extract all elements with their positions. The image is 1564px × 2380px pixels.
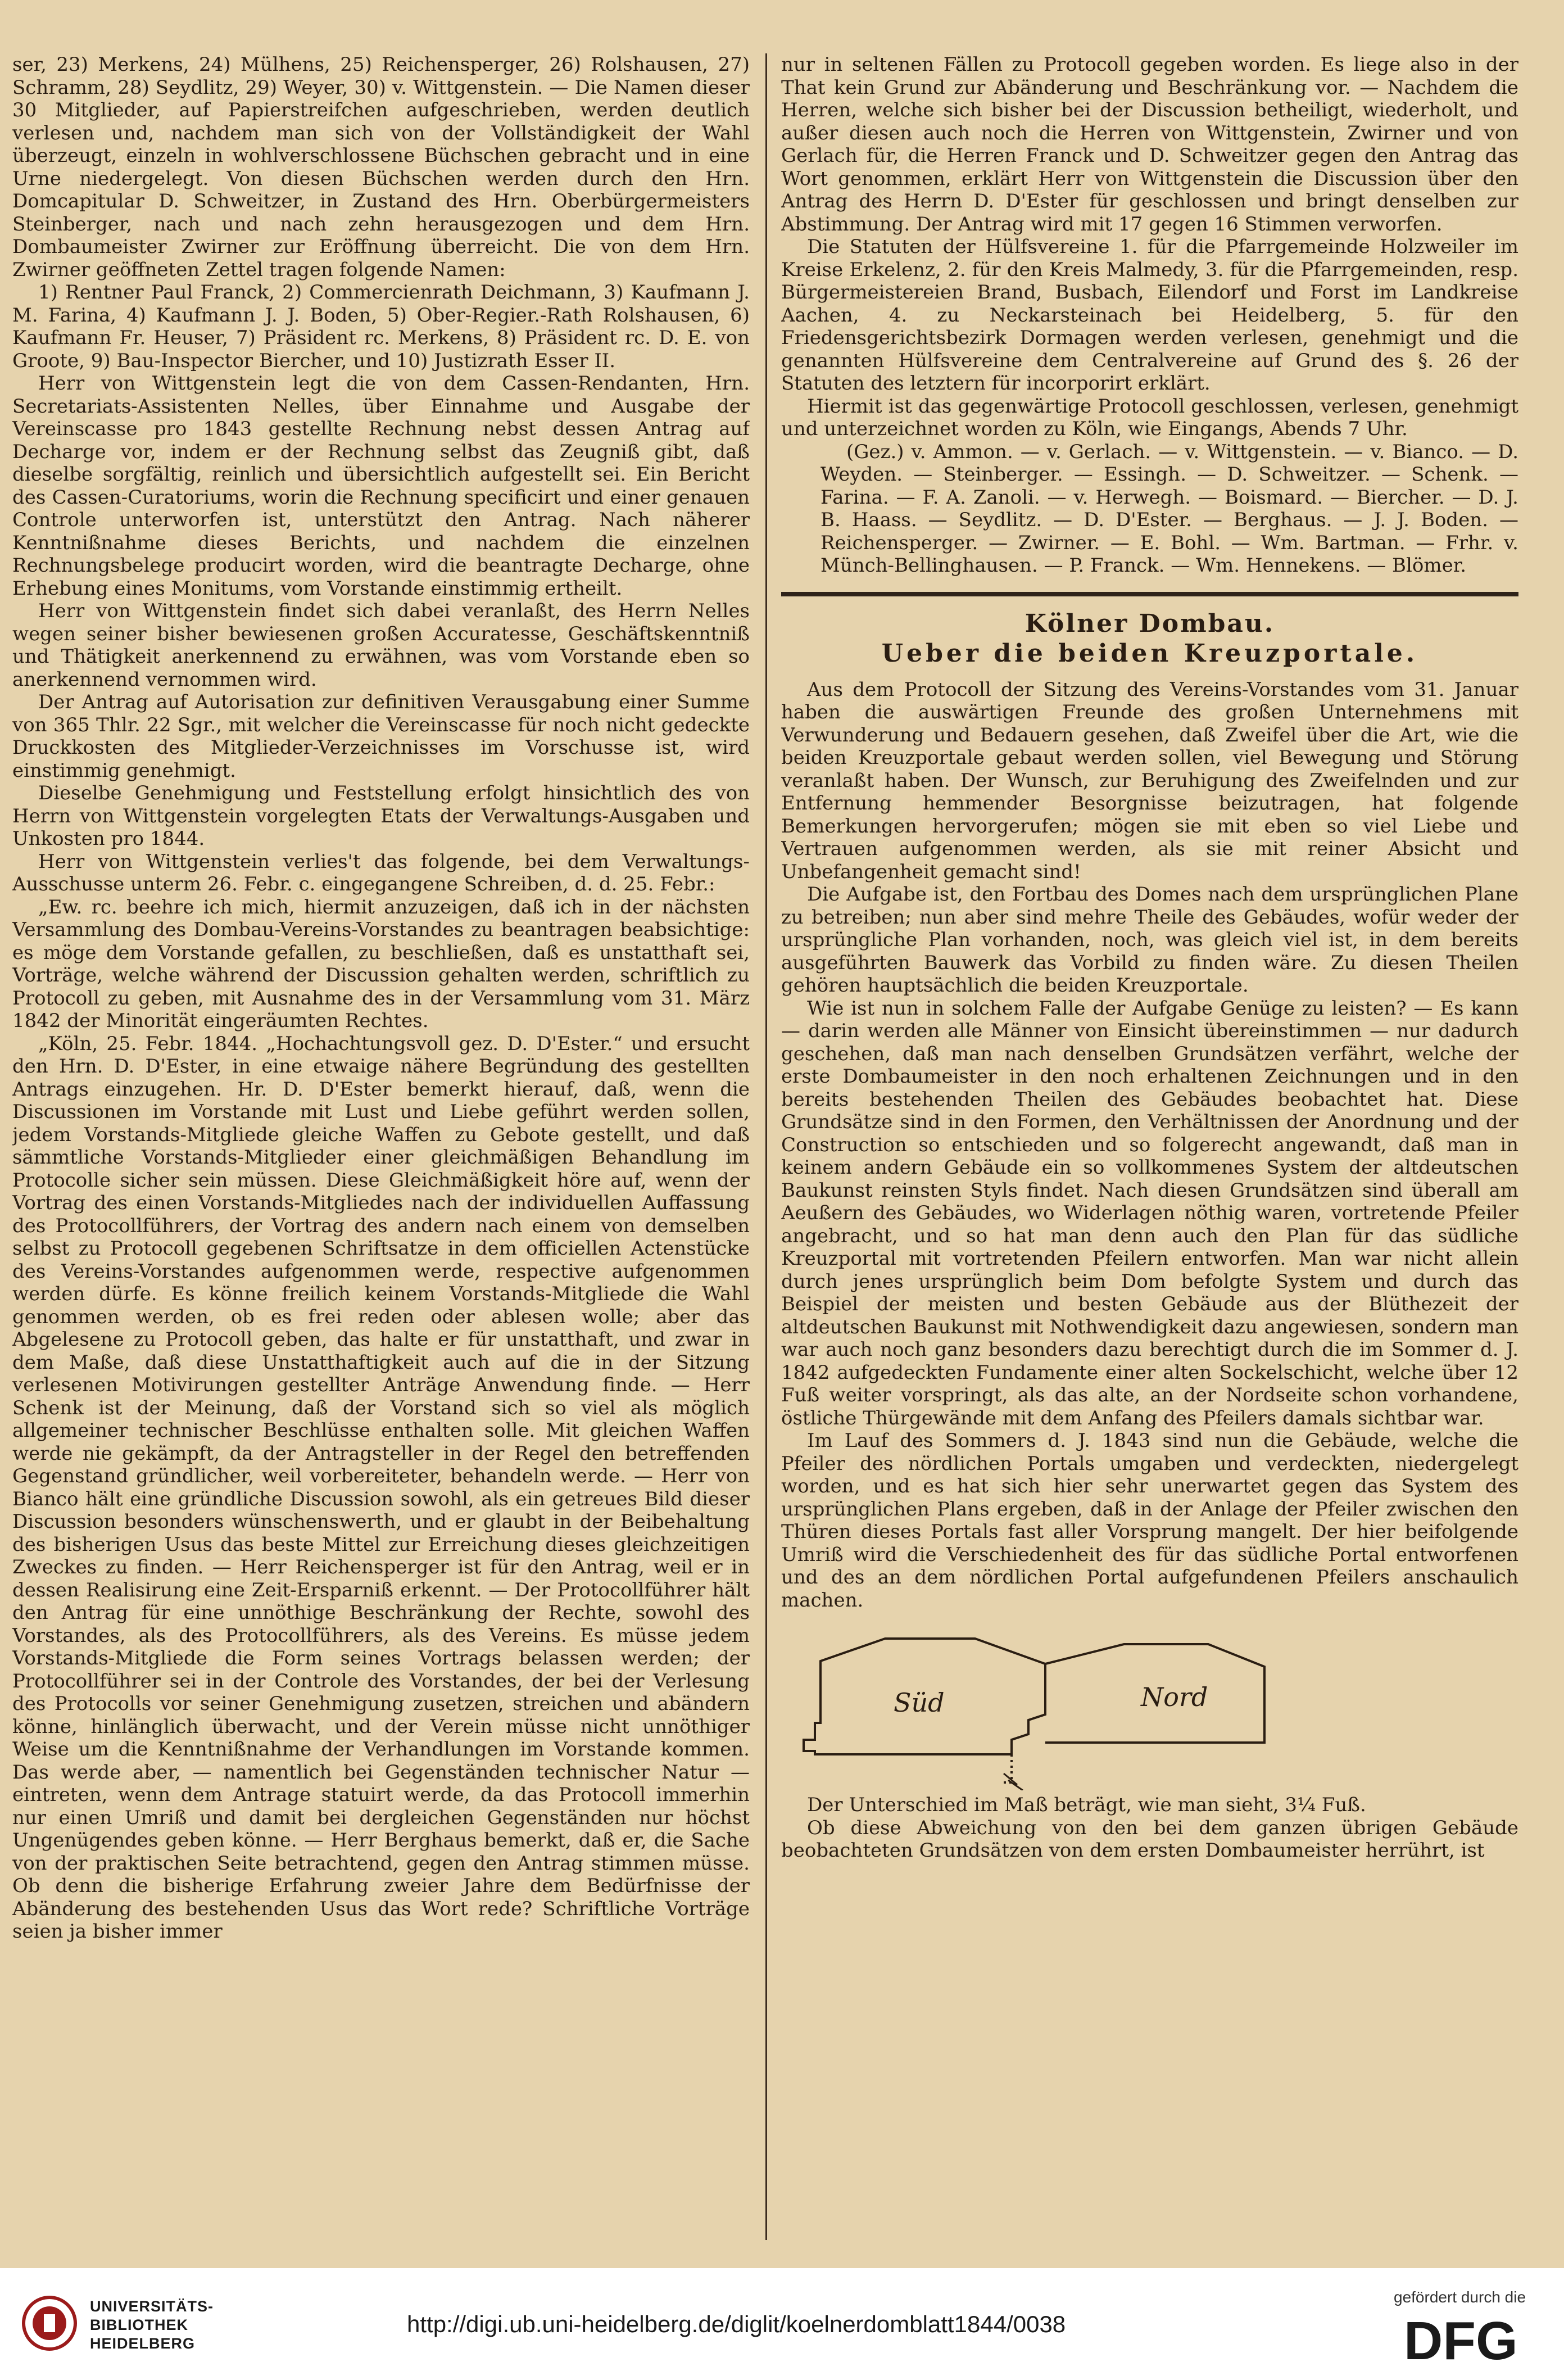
paragraph: Aus dem Protocoll der Sitzung des Vereins-Vorstandes vom 31. Januar haben die auswärtigen Freunde des großen Unternehmens mit Verwunderung und Bedauern gesehen, daß Zweifel über die Art, wie die beiden Kreuzportale gebaut werden sollen, viel Bewegung und Störung veranlaßt haben. Der Wunsch, zur Beruhigung des Zweifelnden und zur Entfernung hemmender Besorgnisse beizutragen, hat folgende Bemerkungen hervorgerufen; mögen sie mit eben so viel Liebe und Vertrauen aufgenommen werden, als sie mit reiner Absicht und Unbefangenheit gemacht sind! bbox=[781, 678, 1518, 883]
paragraph: ser, 23) Merkens, 24) Mülhens, 25) Reichensperger, 26) Rolshausen, 27) Schramm, 28) Seydlitz, 29) Weyer, 30) v. Wittgenstein. — Die Namen dieser 30 Mitglieder, auf Papierstreifchen aufgeschrieben, werden deutlich verlesen und, nachdem man sich von der Vollständigkeit der Wahl überzeugt, einzeln in wohlverschlossene Büchschen gebracht und in eine Urne niedergelegt. Von diesen Büchschen werden durch den Hrn. Domcapitular D. Schweitzer, in Zustand des Hrn. Oberbürgermeisters Steinberger, nach und nach zehn herausgezogen und dem Hrn. Dombaumeister Zwirner zur Eröffnung überreicht. Die von dem Hrn. Zwirner geöffneten Zettel tragen folgende Namen: bbox=[12, 53, 750, 281]
document-url-link[interactable]: http://digi.ub.uni-heidelberg.de/diglit/koelnerdomblatt1844/0038 bbox=[407, 2311, 1066, 2337]
viewer-footer bbox=[0, 2268, 1564, 2380]
dfg-logo-icon bbox=[1404, 2313, 1544, 2367]
paragraph: Wie ist nun in solchem Falle der Aufgabe Genüge zu leisten? — Es kann — darin werden alle Männer von Einsicht übereinstimmen — nur dadurch geschehen, daß man nach denselben Grundsätzen verfährt, welche der erste Dombaumeister in den noch erhaltenen Zeichnungen und in den bereits bestehenden Theilen des Gebäudes beobachtet hat. Diese Grundsätze sind in den Formen, den Verhältnissen der Anordnung und der Construction so entschieden und so folgerecht angewandt, daß man in keinem andern Gebäude ein so vollkommenes System der altdeutschen Baukunst reinsten Styls findet. Nach diesen Grundsätzen sind überall am Aeußern des Gebäudes, wo Widerlagen nöthig waren, vortretende Pfeiler angebracht, und so hat man denn auch den Plan für das südliche Kreuzportal mit vortretenden Pfeilern entworfen. Man war nicht allein durch jenes ursprünglich beim Dom befolgte System und durch das Beispiel der meisten und besten Gebäude aus der Blüthezeit der altdeutschen Baukunst mit Nothwendigkeit dazu angewiesen, sondern man war auch noch ganz besonders dazu berechtigt durch die im Sommer d. J. 1842 aufgedeckten Fundamente einer alten Sockelschicht, welche über 12 Fuß weiter vorspringt, als das alte, an der Nordseite schon vorhandene, östliche Thürgewände mit dem Anfang des Pfeilers damals sichtbar war. bbox=[781, 997, 1518, 1429]
left-text-column bbox=[12, 53, 750, 2234]
paragraph: nur in seltenen Fällen zu Protocoll gegeben worden. Es liege also in der That kein Grund zur Abänderung und Beschränkung vor. — Nachdem die Herren, welche sich bisher bei der Discussion betheiligt, wiederholt, und außer diesen auch noch die Herren von Wittgenstein, Zwirner und von Gerlach für, die Herren Franck und D. Schweitzer gegen den Antrag das Wort genommen, erklärt Herr von Wittgenstein die Discussion über den Antrag des Herrn D. D'Ester für geschlossen und bringt denselben zur Abstimmung. Der Antrag wird mit 17 gegen 16 Stimmen verworfen. bbox=[781, 53, 1518, 236]
diagram-label-south: Süd bbox=[894, 1687, 945, 1718]
paragraph: Im Lauf des Sommers d. J. 1843 sind nun die Gebäude, welche die Pfeiler des nördlichen Portals umgaben und verdeckten, niedergelegt worden, und es hat sich hier sehr unerwartet gegen das System des ursprünglichen Plans ergeben, daß in der Anlage der Pfeiler zwischen den Thüren dieses Portals fast aller Vorsprung mangelt. Der hier beifolgende Umriß wird die Verschiedenheit des für das südliche Portal entworfenen und des an dem nördlichen Portal aufgefundenen Pfeilers anschaulich machen. bbox=[781, 1429, 1518, 1612]
library-name bbox=[90, 2297, 214, 2353]
paragraph: Die Aufgabe ist, den Fortbau des Domes nach dem ursprünglichen Plane zu betreiben; nun aber sind mehre Theile des Gebäudes, wofür weder der ursprüngliche Plan vorhanden, noch, was gleich viel ist, in dem bereits ausgeführten Bauwerk das Vorbild zu finden wäre. Zu diesen Theilen gehören hauptsächlich die beiden Kreuzportale. bbox=[781, 883, 1518, 997]
portal-pier-diagram bbox=[781, 1622, 1518, 1790]
paragraph: „Köln, 25. Febr. 1844. „Hochachtungsvoll gez. D. D'Ester.“ und ersucht den Hrn. D. D'Ester, in eine etwaige nähere Begründung des gestellten Antrags einzugehen. Hr. D. D'Ester bemerkt hierauf, daß, wenn die Discussionen im Vorstande mit Lust und Liebe geführt werden sollen, jedem Vorstands-Mitgliede gleiche Waffen zu Gebote gestellt, und daß sämmtliche Vorstands-Mitglieder einer gleichmäßigen Behandlung im Protocolle sicher sein müssen. Diese Gleichmäßigkeit höre auf, wenn der Vortrag des einen Vorstands-Mitgliedes nach der individuellen Auffassung des Protocollführers, der Vortrag des andern nach einem von demselben selbst zu Protocoll gegebenen Schriftsatze in dem officiellen Actenstücke des Vereins-Vorstandes aufgenommen werde, respective aufgenommen werden dürfe. Es könne freilich keinem Vorstands-Mitgliede die Wahl genommen werden, ob es frei reden oder ablesen wolle; aber das Abgelesene zu Protocoll geben, das halte er für unstatthaft, und zwar in dem Maße, daß diese Unstatthaftigkeit auch auf die in der Sitzung verlesenen Motivirungen gestellter Anträge Anwendung finde. — Herr Schenk ist der Meinung, daß der Vorstand sich so viel als möglich allgemeiner technischer Beschlüsse enthalten solle. Mit gleichen Waffen werde nie gekämpft, da der Antragsteller in der Regel den betreffenden Gegenstand gründlicher, weil vorbereiteter, behandeln werde. — Herr von Bianco hält eine gründliche Discussion sowohl, als ein getreues Bild dieser Discussion besonders wünschenswerth, und er glaubt in der Beibehaltung des bisherigen Usus das beste Mittel zur Erreichung dieses gleichzeitigen Zweckes zu finden. — Herr Reichensperger ist für den Antrag, weil er in dessen Realisirung eine Zeit-Ersparniß erkennt. — Der Protocollführer hält den Antrag für eine unnöthige Beschränkung der Rechte, sowohl des Vorstandes, als des Protocollführers, als des Vereins. Es müsse jedem Vorstands-Mitgliede die Form seines Vortrags belassen werden; der Protocollführer sei in der Controle des Vorstandes, der bei der Verlesung des Protocolls vor seiner Genehmigung zusetzen, streichen und abändern könne, hinlänglich überwacht, und der Verein müsse nicht unnöthiger Weise um die Kenntnißnahme der Verhandlungen im Vorstande kommen. Das werde aber, — namentlich bei Gegenständen technischer Natur — eintreten, wenn dem Antrage statuirt werde, da das Protocoll immerhin nur einen Umriß und damit bei dergleichen Gegenständen nur höchst Ungenügendes geben könne. — Herr Berghaus bemerkt, daß er, die Sache von der praktischen Seite betrachtend, gegen den Antrag stimmen müsse. Ob denn die bisherige Erfahrung zweier Jahre dem Bedürfnisse der Abänderung des bestehenden Usus das Wort rede? Schriftliche Vorträge seien ja bisher immer bbox=[12, 1032, 750, 1943]
paragraph: Herr von Wittgenstein verlies't das folgende, bei dem Verwaltungs-Ausschusse unterm 26. Febr. c. eingegangene Schreiben, d. d. 25. Febr.: bbox=[12, 850, 750, 895]
section-title: Kölner Dombau. bbox=[1024, 609, 1275, 638]
section-subtitle: Ueber die beiden Kreuzportale. bbox=[881, 639, 1418, 668]
library-name-line: UNIVERSITÄTS- bbox=[90, 2298, 214, 2315]
paragraph: Ob diese Abweichung von den bei dem ganzen übrigen Gebäude beobachteten Grundsätzen von dem ersten Dombaumeister herrührt, ist bbox=[781, 1816, 1518, 1862]
paragraph: Die Statuten der Hülfsvereine 1. für die Pfarrgemeinde Holzweiler im Kreise Erkelenz, 2. für den Kreis Malmedy, 3. für die Pfarrgemeinden, resp. Bürgermeistereien Brand, Busbach, Eilendorf und Forst im Landkreise Aachen, 4. zu Neckarsteinach bei Heidelberg, 5. für den Friedensgerichtsbezirk Dormagen werden verlesen, genehmigt und die genannten Hülfsvereine dem Centralvereine auf Grund des §. 26 der Statuten des letztern für incorporirt erklärt. bbox=[781, 236, 1518, 395]
paragraph: Herr von Wittgenstein findet sich dabei veranlaßt, des Herrn Nelles wegen seiner bisher bewiesenen großen Accuratesse, Geschäftskenntniß und Thätigkeit anerkennend zu erwähnen, was vom Vorstande eben so anerkennend vernommen wird. bbox=[12, 600, 750, 691]
paragraph: Herr von Wittgenstein legt die von dem Cassen-Rendanten, Hrn. Secretariats-Assistenten Nelles, über Einnahme und Ausgabe der Vereinscasse pro 1843 gestellte Rechnung nebst dessen Antrag auf Decharge vor, indem er der Rechnung selbst das Zeugniß gibt, daß dieselbe sorgfältig, reinlich und übersichtlich aufgestellt sei. Ein Bericht des Cassen-Curatoriums, worin die Rechnung specificirt und einer genauen Controle unterworfen ist, unterstützt den Antrag. Nach näherer Kenntnißnahme dieses Berichts, und nachdem die einzelnen Rechnungsbelege producirt worden, wird die beantragte Decharge, ohne Erhebung eines Monitums, vom Vorstande einstimmig ertheilt. bbox=[12, 372, 750, 600]
signatures-list: (Gez.) v. Ammon. — v. Gerlach. — v. Wittgenstein. — v. Bianco. — D. Weyden. — Steinberger. — Essingh. — D. Schweitzer. — Schenk. — Farina. — F. A. Zanoli. — v. Herwegh. — Boismard. — Biercher. — D. J. B. Haass. — Seydlitz. — D. D'Ester. — Berghaus. — J. J. Boden. — Reichensperger. — Zwirner. — E. Bohl. — Wm. Bartman. — Frhr. v. Münch-Bellinghausen. — P. Franck. — Wm. Hennekens. — Blömer. bbox=[820, 440, 1518, 577]
diagram-label-north: Nord bbox=[1141, 1682, 1208, 1712]
pier-outline-figure bbox=[781, 1622, 1518, 1790]
funding-note: gefördert durch die bbox=[1394, 2288, 1526, 2306]
paragraph: Dieselbe Genehmigung und Feststellung erfolgt hinsichtlich des von Herrn von Wittgenstein vorgelegten Etats der Verwaltungs-Ausgaben und Unkosten pro 1844. bbox=[12, 782, 750, 850]
paragraph: Hiermit ist das gegenwärtige Protocoll geschlossen, verlesen, genehmigt und unterzeichnet worden zu Köln, wie Eingangs, Abends 7 Uhr. bbox=[781, 395, 1518, 440]
library-name-line: BIBLIOTHEK bbox=[90, 2316, 188, 2333]
university-seal-icon bbox=[21, 2292, 78, 2355]
paragraph: 1) Rentner Paul Franck, 2) Commercienrath Deichmann, 3) Kaufmann J. M. Farina, 4) Kaufmann J. J. Boden, 5) Ober-Regier.-Rath Rolshausen, 6) Kaufmann Fr. Heuser, 7) Präsident rc. Merkens, 8) Präsident rc. D. E. von Groote, 9) Bau-Inspector Biercher, und 10) Justizrath Esser II. bbox=[12, 281, 750, 372]
section-rule bbox=[781, 592, 1518, 596]
library-name-line: HEIDELBERG bbox=[90, 2335, 196, 2352]
paragraph: Der Antrag auf Autorisation zur definitiven Verausgabung einer Summe von 365 Thlr. 22 Sgr., mit welcher die Vereinscasse für noch nicht gedeckte Druckkosten des Mitglieder-Verzeichnisses im Vorschusse ist, wird einstimmig genehmigt. bbox=[12, 691, 750, 782]
paragraph: „Ew. rc. beehre ich mich, hiermit anzuzeigen, daß ich in der nächsten Versammlung des Dombau-Vereins-Vorstandes zu beantragen beabsichtige: es möge dem Vorstande gefallen, zu beschließen, daß es unstatthaft sei, Vorträge, welche während der Discussion gehalten werden, schriftlich zu Protocoll zu geben, mit Ausnahme des in der Versammlung vom 31. März 1842 der Minorität eingeräumten Rechtes. bbox=[12, 895, 750, 1032]
right-text-column bbox=[781, 53, 1518, 2234]
dfg-logo-text: DFG bbox=[1404, 2313, 1518, 2367]
paragraph: Der Unterschied im Maß beträgt, wie man sieht, 3¼ Fuß. bbox=[807, 1794, 1366, 1816]
column-divider bbox=[765, 53, 767, 2240]
